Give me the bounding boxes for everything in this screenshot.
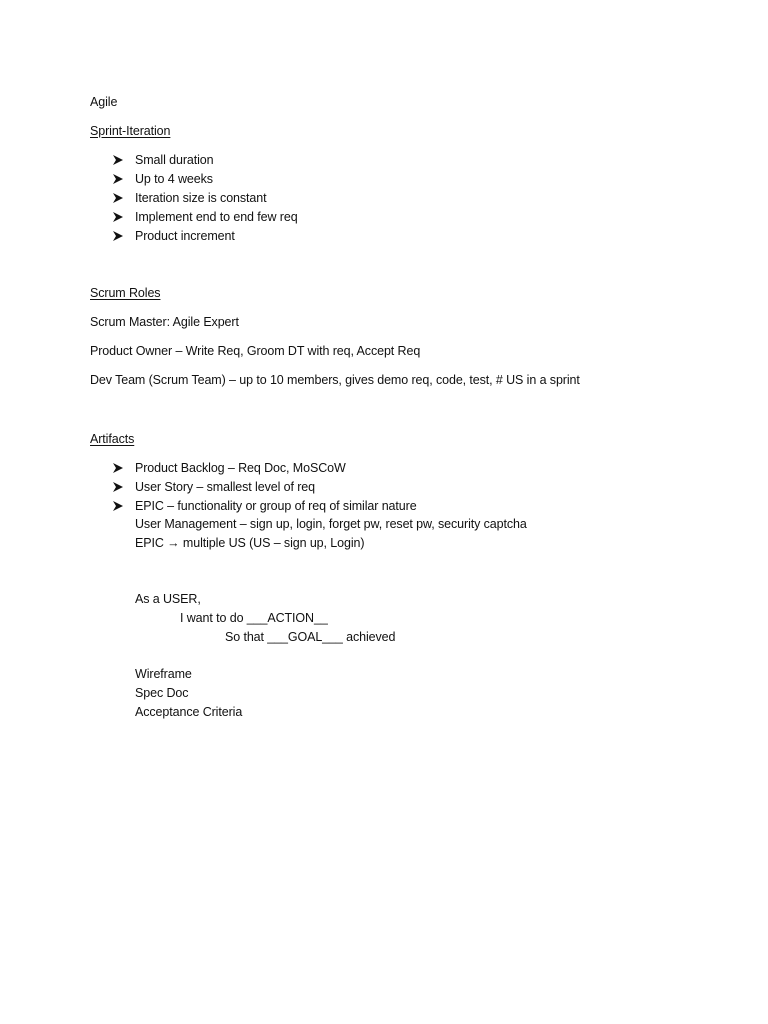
extra-wireframe: Wireframe (135, 667, 192, 681)
arrowhead-bullet-icon (112, 500, 124, 512)
artifact-continuation-user-management: User Management – sign up, login, forget pw, reset pw, security captcha (135, 517, 527, 531)
arrowhead-bullet-icon (112, 481, 124, 493)
artifact-continuation-epic: EPIC → multiple US (US – sign up, Login) (135, 536, 365, 550)
role-line-product-owner: Product Owner – Write Req, Groom DT with req, Accept Req (90, 344, 421, 358)
list-item: Iteration size is constant (112, 189, 298, 208)
artifacts-list (112, 459, 417, 516)
list-item: Product increment (112, 227, 298, 246)
heading-sprint-iteration: Sprint-Iteration (90, 124, 171, 138)
heading-scrum-roles: Scrum Roles (90, 286, 161, 300)
list-item: Up to 4 weeks (112, 170, 298, 189)
arrowhead-bullet-icon (112, 154, 124, 166)
list-item: Product Backlog – Req Doc, MoSCoW (112, 459, 417, 478)
user-story-line-1: As a USER, (135, 592, 201, 606)
sprint-list (112, 151, 298, 246)
arrowhead-bullet-icon (112, 230, 124, 242)
extra-spec-doc: Spec Doc (135, 686, 189, 700)
list-item: EPIC – functionality or group of req of similar nature (112, 497, 417, 516)
heading-artifacts: Artifacts (90, 432, 135, 446)
arrowhead-bullet-icon (112, 462, 124, 474)
arrowhead-bullet-icon (112, 173, 124, 185)
role-line-scrum-master: Scrum Master: Agile Expert (90, 315, 239, 329)
arrowhead-bullet-icon (112, 211, 124, 223)
role-line-dev-team: Dev Team (Scrum Team) – up to 10 members, gives demo req, code, test, # US in a sprint (90, 373, 580, 387)
list-item: Small duration (112, 151, 298, 170)
list-item: Implement end to end few req (112, 208, 298, 227)
user-story-line-3: So that ___GOAL___ achieved (225, 630, 396, 644)
arrowhead-bullet-icon (112, 192, 124, 204)
extra-acceptance-criteria: Acceptance Criteria (135, 705, 243, 719)
document-title: Agile (90, 95, 118, 109)
user-story-line-2: I want to do ___ACTION__ (180, 611, 328, 625)
list-item: User Story – smallest level of req (112, 478, 417, 497)
